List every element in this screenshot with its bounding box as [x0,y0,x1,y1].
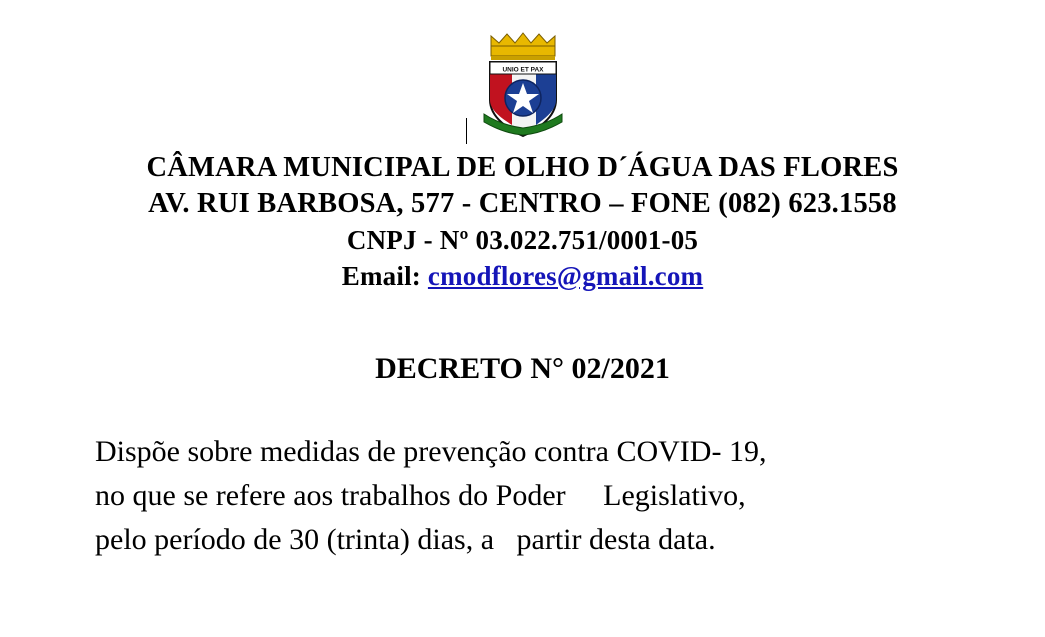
summary-line-2: no que se refere aos trabalhos do Poder Legislativo, [95,479,746,512]
email-link[interactable]: cmodflores@gmail.com [427,261,704,291]
decree-title: DECRETO N° 02/2021 [375,352,670,385]
institution-name: CÂMARA MUNICIPAL DE OLHO D´ÁGUA DAS FLORES [146,152,899,183]
summary-line-3: pelo período de 30 (trinta) dias, a partir desta data. [95,523,716,556]
institution-cnpj: CNPJ - Nº 03.022.751/0001-05 [346,225,699,255]
letterhead [0,150,1045,294]
summary-line-1: Dispõe sobre medidas de prevenção contra COVID- 19, [95,435,767,468]
email-label: Email: [341,261,421,291]
crest-container [0,0,1045,140]
text-cursor [466,118,467,144]
institution-email-line [0,258,1045,294]
institution-address: AV. RUI BARBOSA, 577 - CENTRO – FONE (082) 623.1558 [148,188,897,219]
decree-summary [95,430,945,562]
crest-motto: UNIO ET PAX [501,66,544,74]
coat-of-arms-icon [474,30,572,140]
